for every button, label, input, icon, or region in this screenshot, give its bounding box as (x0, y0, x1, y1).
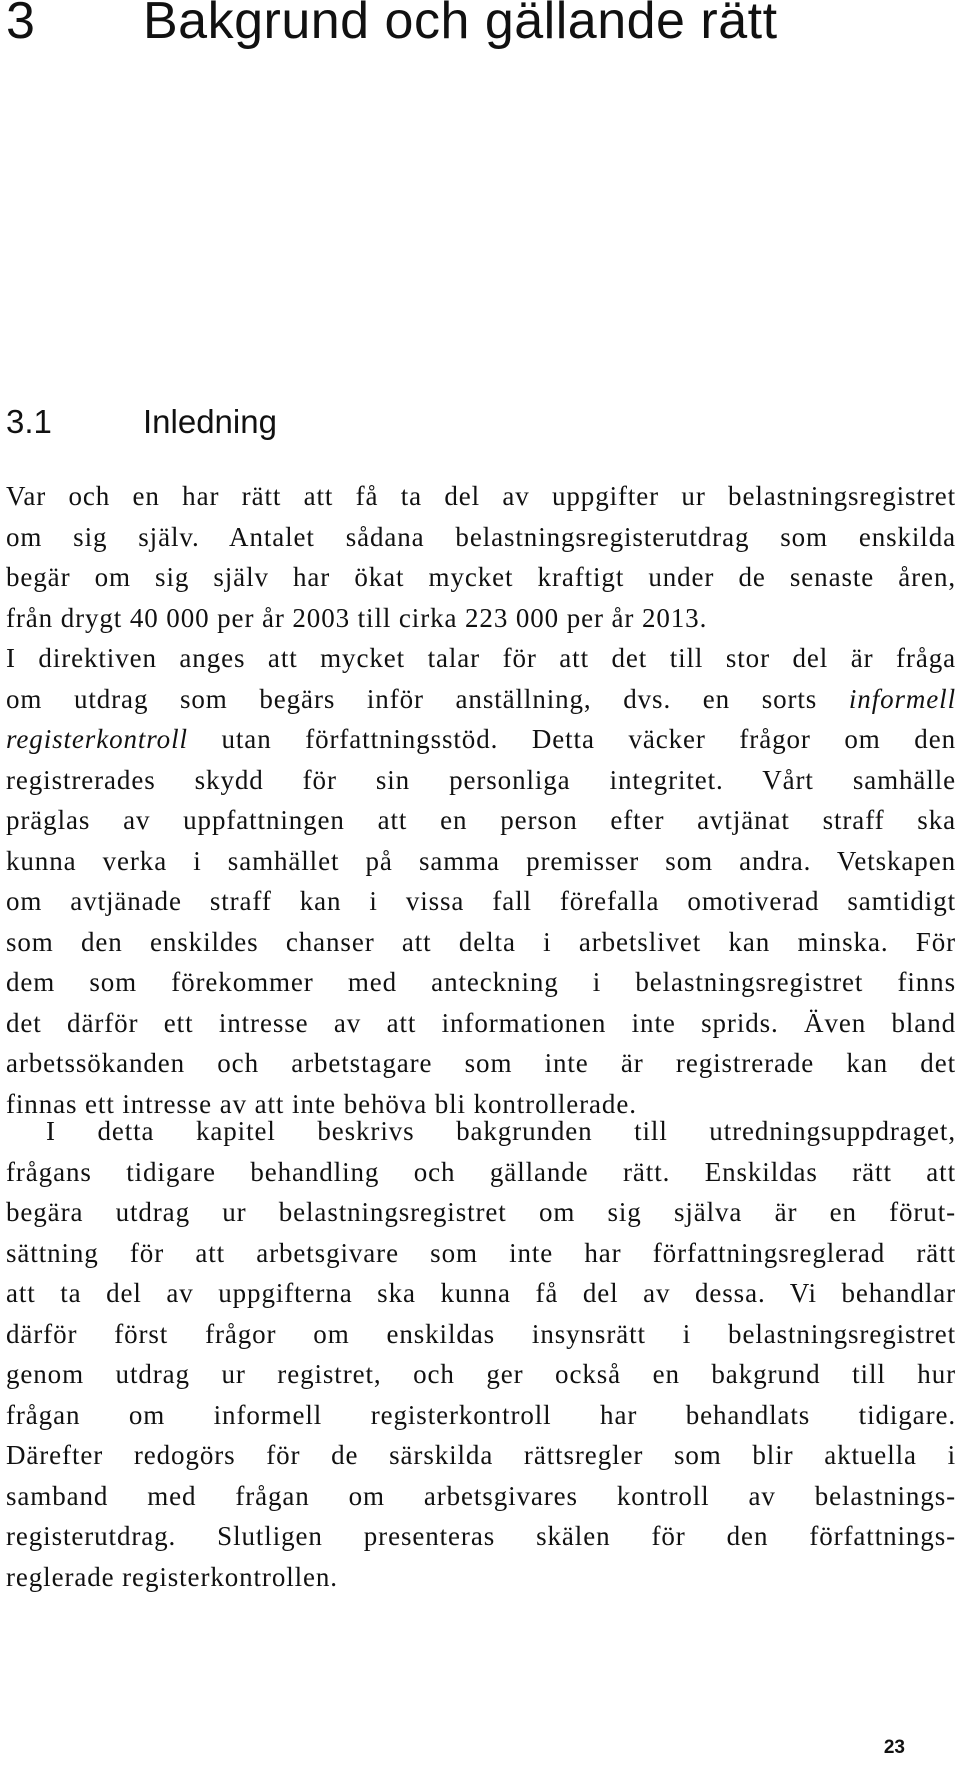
paragraph-line: I detta kapitel beskrivs bakgrunden till utredningsuppdraget, (46, 1116, 956, 1146)
paragraph-line: det därför ett intresse av att informationen inte sprids. Även bland (6, 1007, 956, 1038)
paragraph-line: om avtjänade straff kan i vissa fall förefalla omotiverad samtidigt (6, 886, 956, 916)
paragraph-line: om sig själv. Antalet sådana belastningsregisterutdrag som enskilda (6, 521, 956, 552)
paragraph-line: begär om sig själv har ökat mycket kraftigt under de senaste åren, (6, 562, 956, 592)
paragraph-1 (6, 476, 956, 1124)
paragraph-line: frågans tidigare behandling och gällande rätt. Enskildas rätt att (6, 1156, 956, 1187)
paragraph-line: därför först frågor om enskildas insynsrätt i belastningsregistret (6, 1318, 956, 1349)
paragraph-line: Därefter redogörs för de särskilda rättsregler som blir aktuella i (6, 1440, 956, 1470)
paragraph-line: som den enskildes chanser att delta i arbetslivet kan minska. För (6, 926, 956, 957)
paragraph-line: sättning för att arbetsgivare som inte har författningsreglerad rätt (6, 1237, 956, 1268)
paragraph-line: kunna verka i samhället på samma premisser som andra. Vetskapen (6, 845, 956, 876)
chapter-title: Bakgrund och gällande rätt (143, 0, 778, 50)
paragraph-line: reglerade registerkontrollen. (6, 1561, 338, 1592)
paragraph-line: I direktiven anges att mycket talar för att det till stor del är fråga (6, 643, 956, 673)
paragraph-line: genom utdrag ur registret, och ger också en bakgrund till hur (6, 1359, 956, 1389)
paragraph-line: registrerades skydd för sin personliga integritet. Vårt samhälle (6, 764, 956, 795)
paragraph-line-segment: utan författningsstöd. Detta väcker frågor om den (187, 724, 956, 754)
paragraph-line: dem som förekommer med anteckning i belastningsregistret finns (6, 967, 956, 997)
section-heading (6, 400, 277, 444)
section-title: Inledning (143, 403, 277, 440)
paragraph-2 (6, 1111, 956, 1597)
paragraph-line: frågan om informell registerkontroll har behandlats tidigare. (6, 1399, 956, 1430)
paragraph-line: Var och en har rätt att få ta del av uppgifter ur belastningsregistret (6, 481, 956, 511)
emphasis-term: informell (848, 683, 956, 714)
paragraph-line (6, 719, 956, 760)
paragraph-line: arbetssökanden och arbetstagare som inte är registrerade kan det (6, 1048, 956, 1078)
paragraph-line: begära utdrag ur belastningsregistret om sig själva är en förut- (6, 1197, 956, 1227)
paragraph-line: finnas ett intresse av att inte behöva bli kontrollerade. (6, 1088, 637, 1119)
emphasis-term: registerkontroll (6, 724, 188, 754)
paragraph-line: präglas av uppfattningen att en person efter avtjänat straff ska (6, 805, 956, 835)
paragraph-line: samband med frågan om arbetsgivares kontroll av belastnings- (6, 1480, 956, 1511)
paragraph-line-segment: om utdrag som begärs inför anställning, dvs. en sorts (6, 683, 849, 714)
paragraph-line: att ta del av uppgifterna ska kunna få del av dessa. Vi behandlar (6, 1278, 956, 1308)
paragraph-line (6, 679, 956, 720)
section-number: 3.1 (6, 403, 52, 440)
chapter-heading (6, 0, 778, 56)
page-number: 23 (883, 1737, 905, 1758)
paragraph-line: från drygt 40 000 per år 2003 till cirka 223 000 per år 2013. (6, 602, 708, 633)
chapter-number: 3 (6, 0, 36, 50)
paragraph-line: registerutdrag. Slutligen presenteras skälen för den författnings- (6, 1521, 956, 1551)
